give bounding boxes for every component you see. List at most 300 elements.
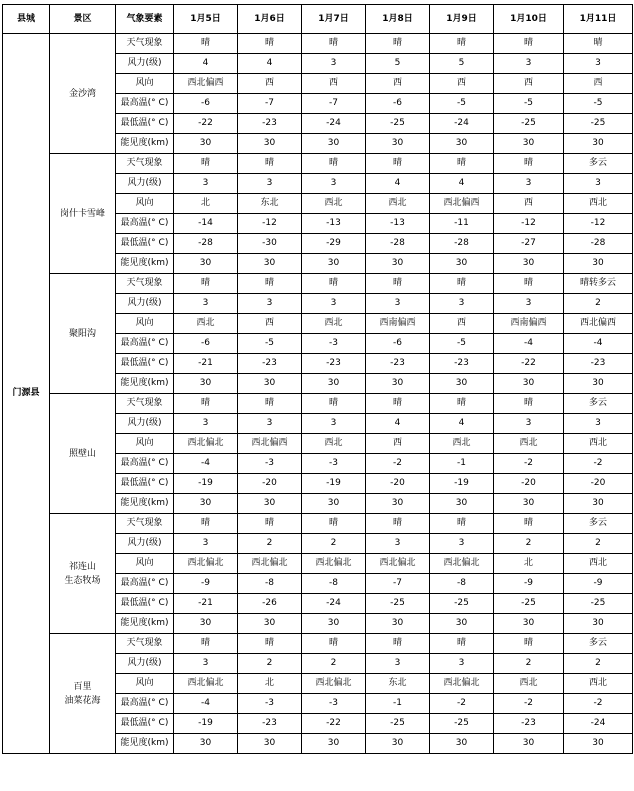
county-cell: 门源县 — [3, 34, 50, 754]
element-label: 能见度(km) — [116, 374, 174, 394]
forecast-value-cell: 3 — [174, 294, 238, 314]
element-label: 能见度(km) — [116, 614, 174, 634]
scenic-area-cell — [50, 274, 116, 394]
forecast-value-cell: 晴 — [302, 514, 366, 534]
forecast-value-cell: -11 — [430, 214, 494, 234]
forecast-value-cell: -9 — [174, 574, 238, 594]
element-label: 风力(级) — [116, 534, 174, 554]
forecast-value-cell: -25 — [430, 714, 494, 734]
forecast-value-cell: -2 — [366, 454, 430, 474]
forecast-value-cell: 东北 — [366, 674, 430, 694]
forecast-table-container — [2, 4, 632, 754]
forecast-value-cell: 西北偏北 — [174, 674, 238, 694]
forecast-value-cell: -9 — [494, 574, 564, 594]
forecast-value-cell: -7 — [366, 574, 430, 594]
forecast-value-cell: 晴 — [174, 154, 238, 174]
element-label: 天气现象 — [116, 34, 174, 54]
forecast-value-cell: -5 — [430, 94, 494, 114]
forecast-value-cell: -23 — [430, 354, 494, 374]
forecast-value-cell: 晴 — [302, 154, 366, 174]
forecast-value-cell: -20 — [238, 474, 302, 494]
forecast-value-cell: 西 — [238, 74, 302, 94]
forecast-value-cell: -28 — [366, 234, 430, 254]
forecast-value-cell: 西北 — [302, 434, 366, 454]
forecast-value-cell: 30 — [366, 734, 430, 754]
header-date: 1月11日 — [564, 5, 633, 34]
forecast-value-cell: -3 — [238, 694, 302, 714]
forecast-value-cell: -5 — [494, 94, 564, 114]
forecast-value-cell: -5 — [430, 334, 494, 354]
forecast-value-cell: -30 — [238, 234, 302, 254]
forecast-value-cell: -13 — [366, 214, 430, 234]
forecast-value-cell: -25 — [430, 594, 494, 614]
forecast-value-cell: 西北偏西 — [174, 74, 238, 94]
forecast-value-cell: -3 — [238, 454, 302, 474]
header-date: 1月9日 — [430, 5, 494, 34]
header-date: 1月7日 — [302, 5, 366, 34]
element-label: 风向 — [116, 674, 174, 694]
element-label: 最高温(° C) — [116, 94, 174, 114]
forecast-value-cell: 西北偏北 — [302, 674, 366, 694]
header-date: 1月5日 — [174, 5, 238, 34]
forecast-value-cell: 晴 — [238, 34, 302, 54]
forecast-value-cell: -2 — [494, 694, 564, 714]
forecast-value-cell: 西南偏西 — [366, 314, 430, 334]
forecast-value-cell: 2 — [494, 654, 564, 674]
forecast-value-cell: 晴 — [238, 394, 302, 414]
forecast-value-cell: -4 — [174, 454, 238, 474]
forecast-value-cell: -25 — [494, 594, 564, 614]
forecast-value-cell: 晴转多云 — [564, 274, 633, 294]
forecast-value-cell: 3 — [494, 294, 564, 314]
forecast-value-cell: 4 — [430, 174, 494, 194]
forecast-value-cell: 2 — [564, 534, 633, 554]
element-label: 天气现象 — [116, 154, 174, 174]
forecast-value-cell: 晴 — [430, 154, 494, 174]
forecast-value-cell: -12 — [564, 214, 633, 234]
forecast-value-cell: -24 — [430, 114, 494, 134]
element-label: 风力(级) — [116, 414, 174, 434]
forecast-value-cell: 3 — [494, 174, 564, 194]
forecast-value-cell: 西 — [366, 74, 430, 94]
forecast-value-cell: 30 — [564, 494, 633, 514]
forecast-value-cell: -23 — [366, 354, 430, 374]
forecast-value-cell: 晴 — [302, 34, 366, 54]
forecast-value-cell: 晴 — [494, 274, 564, 294]
forecast-value-cell: 晴 — [238, 274, 302, 294]
forecast-value-cell: 西北 — [366, 194, 430, 214]
forecast-value-cell: 2 — [238, 534, 302, 554]
forecast-value-cell: 西北偏西 — [238, 434, 302, 454]
element-label: 最低温(° C) — [116, 594, 174, 614]
forecast-value-cell: 西北 — [174, 314, 238, 334]
forecast-value-cell: -25 — [366, 114, 430, 134]
forecast-value-cell: 西北偏西 — [430, 194, 494, 214]
forecast-value-cell: -4 — [494, 334, 564, 354]
forecast-value-cell: 晴 — [302, 274, 366, 294]
forecast-value-cell: 西 — [494, 74, 564, 94]
forecast-value-cell: -20 — [494, 474, 564, 494]
element-label: 最低温(° C) — [116, 354, 174, 374]
scenic-area-name: 聚阳沟 — [68, 328, 96, 339]
element-label: 最低温(° C) — [116, 114, 174, 134]
forecast-value-cell: -6 — [174, 334, 238, 354]
forecast-value-cell: -24 — [302, 114, 366, 134]
forecast-value-cell: -6 — [366, 334, 430, 354]
forecast-value-cell: -27 — [494, 234, 564, 254]
forecast-value-cell: 晴 — [494, 394, 564, 414]
forecast-value-cell: 西北偏北 — [174, 434, 238, 454]
forecast-value-cell: 西北偏北 — [174, 554, 238, 574]
forecast-value-cell: 3 — [174, 534, 238, 554]
forecast-value-cell: 晴 — [238, 514, 302, 534]
forecast-value-cell: 多云 — [564, 514, 633, 534]
forecast-value-cell: 晴 — [174, 514, 238, 534]
forecast-value-cell: 西北 — [430, 434, 494, 454]
scenic-area-name: 照壁山 — [68, 448, 96, 459]
forecast-value-cell: -8 — [238, 574, 302, 594]
forecast-value-cell: 北 — [494, 554, 564, 574]
forecast-value-cell: 西 — [430, 74, 494, 94]
forecast-value-cell: 30 — [174, 614, 238, 634]
element-label: 能见度(km) — [116, 254, 174, 274]
element-label: 风力(级) — [116, 654, 174, 674]
element-label: 风向 — [116, 434, 174, 454]
forecast-value-cell: 晴 — [174, 34, 238, 54]
forecast-value-cell: 3 — [494, 414, 564, 434]
element-label: 最低温(° C) — [116, 234, 174, 254]
forecast-value-cell: -25 — [494, 114, 564, 134]
forecast-value-cell: 30 — [302, 614, 366, 634]
forecast-value-cell: 30 — [238, 614, 302, 634]
forecast-value-cell: -20 — [366, 474, 430, 494]
forecast-value-cell: -19 — [174, 714, 238, 734]
scenic-area-cell — [50, 634, 116, 754]
forecast-value-cell: -21 — [174, 354, 238, 374]
forecast-value-cell: 西北 — [564, 674, 633, 694]
forecast-value-cell: 北 — [238, 674, 302, 694]
element-label: 风力(级) — [116, 54, 174, 74]
forecast-value-cell: 晴 — [366, 634, 430, 654]
forecast-value-cell: 晴 — [430, 394, 494, 414]
element-label: 天气现象 — [116, 514, 174, 534]
forecast-value-cell: 3 — [238, 414, 302, 434]
forecast-value-cell: -23 — [238, 114, 302, 134]
forecast-value-cell: 30 — [302, 494, 366, 514]
forecast-value-cell: 30 — [564, 254, 633, 274]
forecast-value-cell: -24 — [302, 594, 366, 614]
element-label: 风力(级) — [116, 294, 174, 314]
forecast-value-cell: 西北 — [494, 674, 564, 694]
forecast-value-cell: -28 — [564, 234, 633, 254]
scenic-area-name: 金沙湾 — [68, 88, 96, 99]
forecast-value-cell: -4 — [174, 694, 238, 714]
scenic-area-cell — [50, 34, 116, 154]
element-label: 最高温(° C) — [116, 334, 174, 354]
header-date: 1月8日 — [366, 5, 430, 34]
header-element: 气象要素 — [116, 5, 174, 34]
forecast-value-cell: 30 — [430, 734, 494, 754]
scenic-area-cell — [50, 154, 116, 274]
header-county: 县城 — [3, 5, 50, 34]
forecast-value-cell: -26 — [238, 594, 302, 614]
forecast-value-cell: -2 — [430, 694, 494, 714]
element-label: 能见度(km) — [116, 734, 174, 754]
forecast-value-cell: 30 — [430, 134, 494, 154]
element-label: 最高温(° C) — [116, 574, 174, 594]
forecast-value-cell: 3 — [238, 174, 302, 194]
forecast-value-cell: 30 — [564, 374, 633, 394]
forecast-value-cell: 晴 — [366, 154, 430, 174]
forecast-value-cell: 3 — [174, 654, 238, 674]
forecast-value-cell: -2 — [564, 454, 633, 474]
forecast-value-cell: 西北 — [564, 434, 633, 454]
forecast-value-cell: 晴 — [494, 34, 564, 54]
forecast-value-cell: 西 — [494, 194, 564, 214]
element-label: 能见度(km) — [116, 494, 174, 514]
scenic-area-cell — [50, 394, 116, 514]
forecast-value-cell: 晴 — [430, 34, 494, 54]
forecast-value-cell: 西北偏北 — [302, 554, 366, 574]
forecast-value-cell: 3 — [302, 54, 366, 74]
forecast-value-cell: 西北偏西 — [564, 314, 633, 334]
forecast-value-cell: 晴 — [494, 634, 564, 654]
forecast-value-cell: 晴 — [174, 274, 238, 294]
forecast-value-cell: 30 — [366, 614, 430, 634]
forecast-value-cell: -22 — [174, 114, 238, 134]
table-row — [3, 394, 633, 414]
forecast-value-cell: -8 — [302, 574, 366, 594]
forecast-value-cell: -1 — [430, 454, 494, 474]
forecast-value-cell: 3 — [564, 174, 633, 194]
forecast-value-cell: -23 — [238, 354, 302, 374]
forecast-value-cell: 多云 — [564, 154, 633, 174]
forecast-value-cell: -28 — [174, 234, 238, 254]
forecast-value-cell: 3 — [564, 54, 633, 74]
forecast-value-cell: 3 — [366, 534, 430, 554]
forecast-value-cell: 30 — [238, 734, 302, 754]
forecast-value-cell: 多云 — [564, 394, 633, 414]
header-area: 景区 — [50, 5, 116, 34]
scenic-area-name: 油菜花海 — [64, 695, 101, 706]
forecast-value-cell: -3 — [302, 694, 366, 714]
forecast-value-cell: 4 — [238, 54, 302, 74]
forecast-value-cell: 30 — [430, 494, 494, 514]
scenic-area-name: 祁连山 — [68, 561, 96, 572]
forecast-value-cell: 西北 — [302, 314, 366, 334]
forecast-value-cell: 西北偏北 — [430, 554, 494, 574]
forecast-value-cell: 30 — [238, 134, 302, 154]
forecast-value-cell: -1 — [366, 694, 430, 714]
forecast-value-cell: -19 — [302, 474, 366, 494]
header-date: 1月10日 — [494, 5, 564, 34]
forecast-value-cell: 西北 — [564, 194, 633, 214]
element-label: 能见度(km) — [116, 134, 174, 154]
forecast-value-cell: -5 — [238, 334, 302, 354]
forecast-value-cell: 晴 — [174, 634, 238, 654]
forecast-value-cell: 30 — [238, 374, 302, 394]
forecast-value-cell: -5 — [564, 94, 633, 114]
forecast-value-cell: 西北偏北 — [430, 674, 494, 694]
forecast-value-cell: 3 — [238, 294, 302, 314]
forecast-value-cell: 30 — [302, 134, 366, 154]
forecast-value-cell: -29 — [302, 234, 366, 254]
forecast-value-cell: 西 — [302, 74, 366, 94]
forecast-value-cell: 3 — [302, 414, 366, 434]
element-label: 风向 — [116, 314, 174, 334]
forecast-value-cell: 多云 — [564, 634, 633, 654]
forecast-value-cell: 30 — [302, 734, 366, 754]
element-label: 最高温(° C) — [116, 214, 174, 234]
forecast-value-cell: -25 — [366, 594, 430, 614]
forecast-value-cell: 西北 — [564, 554, 633, 574]
element-label: 风向 — [116, 74, 174, 94]
forecast-value-cell: 2 — [302, 654, 366, 674]
forecast-value-cell: 2 — [564, 654, 633, 674]
scenic-area-name: 岗什卡雪峰 — [59, 208, 105, 219]
forecast-value-cell: -22 — [494, 354, 564, 374]
forecast-value-cell: 晴 — [494, 514, 564, 534]
forecast-value-cell: 30 — [302, 254, 366, 274]
forecast-value-cell: -28 — [430, 234, 494, 254]
forecast-value-cell: -6 — [174, 94, 238, 114]
forecast-value-cell: 30 — [174, 374, 238, 394]
forecast-value-cell: 西北 — [302, 194, 366, 214]
forecast-value-cell: 30 — [564, 134, 633, 154]
forecast-value-cell: 晴 — [564, 34, 633, 54]
forecast-value-cell: 西北偏北 — [238, 554, 302, 574]
forecast-value-cell: 30 — [564, 614, 633, 634]
forecast-value-cell: 晴 — [174, 394, 238, 414]
forecast-value-cell: -7 — [302, 94, 366, 114]
forecast-value-cell: 3 — [366, 654, 430, 674]
forecast-value-cell: 30 — [238, 494, 302, 514]
forecast-value-cell: 晴 — [366, 34, 430, 54]
forecast-value-cell: 4 — [366, 174, 430, 194]
table-row — [3, 34, 633, 54]
forecast-value-cell: 3 — [174, 174, 238, 194]
forecast-value-cell: 5 — [430, 54, 494, 74]
forecast-value-cell: -24 — [564, 714, 633, 734]
forecast-value-cell: -23 — [302, 354, 366, 374]
forecast-value-cell: 30 — [366, 254, 430, 274]
forecast-value-cell: 30 — [494, 614, 564, 634]
forecast-value-cell: -25 — [564, 114, 633, 134]
forecast-value-cell: 晴 — [430, 274, 494, 294]
forecast-value-cell: 3 — [430, 294, 494, 314]
forecast-value-cell: 30 — [494, 254, 564, 274]
forecast-value-cell: -19 — [174, 474, 238, 494]
forecast-value-cell: 30 — [430, 614, 494, 634]
forecast-value-cell: 30 — [494, 134, 564, 154]
forecast-value-cell: -3 — [302, 454, 366, 474]
forecast-value-cell: -20 — [564, 474, 633, 494]
forecast-value-cell: 2 — [564, 294, 633, 314]
forecast-value-cell: 北 — [174, 194, 238, 214]
forecast-value-cell: 4 — [430, 414, 494, 434]
element-label: 最高温(° C) — [116, 454, 174, 474]
forecast-value-cell: -6 — [366, 94, 430, 114]
forecast-value-cell: 3 — [366, 294, 430, 314]
forecast-value-cell: 30 — [494, 494, 564, 514]
forecast-table — [2, 4, 633, 754]
forecast-value-cell: 西北偏北 — [366, 554, 430, 574]
header-row — [3, 5, 633, 34]
forecast-value-cell: 4 — [366, 414, 430, 434]
forecast-value-cell: 30 — [430, 254, 494, 274]
forecast-value-cell: 30 — [366, 494, 430, 514]
element-label: 最高温(° C) — [116, 694, 174, 714]
forecast-value-cell: 晴 — [366, 394, 430, 414]
forecast-value-cell: 西 — [238, 314, 302, 334]
forecast-value-cell: 30 — [366, 134, 430, 154]
forecast-value-cell: 3 — [430, 654, 494, 674]
forecast-value-cell: 2 — [302, 534, 366, 554]
forecast-value-cell: 晴 — [366, 274, 430, 294]
forecast-value-cell: 西南偏西 — [494, 314, 564, 334]
scenic-area-cell — [50, 514, 116, 634]
forecast-value-cell: 3 — [302, 294, 366, 314]
forecast-value-cell: 晴 — [302, 394, 366, 414]
scenic-area-name: 百里 — [73, 681, 92, 692]
forecast-value-cell: -2 — [494, 454, 564, 474]
forecast-value-cell: -4 — [564, 334, 633, 354]
forecast-value-cell: 晴 — [366, 514, 430, 534]
forecast-value-cell: 晴 — [302, 634, 366, 654]
forecast-value-cell: -23 — [494, 714, 564, 734]
forecast-value-cell: 30 — [494, 374, 564, 394]
element-label: 天气现象 — [116, 634, 174, 654]
forecast-value-cell: 3 — [430, 534, 494, 554]
forecast-value-cell: 西北 — [494, 434, 564, 454]
forecast-value-cell: -22 — [302, 714, 366, 734]
forecast-value-cell: 30 — [302, 374, 366, 394]
forecast-value-cell: 晴 — [238, 634, 302, 654]
forecast-value-cell: 5 — [366, 54, 430, 74]
forecast-value-cell: -23 — [238, 714, 302, 734]
forecast-value-cell: 30 — [238, 254, 302, 274]
element-label: 风力(级) — [116, 174, 174, 194]
forecast-value-cell: 2 — [494, 534, 564, 554]
forecast-value-cell: 30 — [366, 374, 430, 394]
table-row — [3, 514, 633, 534]
element-label: 天气现象 — [116, 274, 174, 294]
forecast-value-cell: -23 — [564, 354, 633, 374]
element-label: 风向 — [116, 194, 174, 214]
forecast-value-cell: -8 — [430, 574, 494, 594]
forecast-value-cell: -12 — [238, 214, 302, 234]
table-row — [3, 274, 633, 294]
forecast-value-cell: 西 — [430, 314, 494, 334]
table-row — [3, 634, 633, 654]
forecast-value-cell: 3 — [302, 174, 366, 194]
forecast-value-cell: 2 — [238, 654, 302, 674]
header-date: 1月6日 — [238, 5, 302, 34]
forecast-value-cell: 西 — [366, 434, 430, 454]
element-label: 风向 — [116, 554, 174, 574]
scenic-area-name: 生态牧场 — [64, 575, 101, 586]
forecast-value-cell: 3 — [494, 54, 564, 74]
table-row — [3, 154, 633, 174]
element-label: 最低温(° C) — [116, 714, 174, 734]
forecast-value-cell: -25 — [366, 714, 430, 734]
element-label: 天气现象 — [116, 394, 174, 414]
forecast-value-cell: -25 — [564, 594, 633, 614]
forecast-value-cell: -7 — [238, 94, 302, 114]
forecast-value-cell: 晴 — [430, 634, 494, 654]
forecast-value-cell: 3 — [564, 414, 633, 434]
element-label: 最低温(° C) — [116, 474, 174, 494]
